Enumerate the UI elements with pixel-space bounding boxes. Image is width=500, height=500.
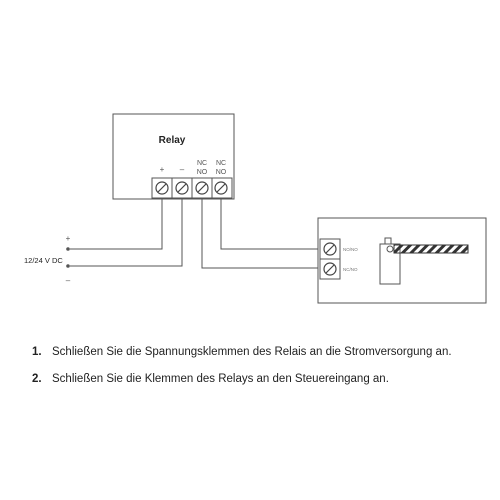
relay-terminal-screw-1 — [156, 182, 168, 194]
relay-terminal-1-label: + — [159, 165, 165, 174]
device-box — [318, 218, 486, 303]
wire-control-2 — [221, 198, 330, 249]
power-minus-terminal — [66, 264, 70, 268]
step-number: 1. — [32, 346, 42, 358]
step-text: Schließen Sie die Spannungsklemmen des Relais an die Stromversorgung an. — [52, 346, 452, 358]
step-number: 2. — [32, 373, 42, 385]
relay-title: Relay — [158, 135, 186, 146]
relay-terminal-2-label: – — [179, 165, 185, 174]
wire-minus — [70, 198, 182, 266]
power-plus-terminal — [66, 247, 70, 251]
relay-terminal-screw-2 — [176, 182, 188, 194]
device-terminal-screw-1 — [324, 243, 336, 255]
step-text: Schließen Sie die Klemmen des Relays an den Steuereingang an. — [52, 373, 389, 385]
power-minus-label: – — [65, 276, 71, 285]
power-voltage-label: 12/24 V DC — [24, 256, 63, 265]
instruction-step-1 — [32, 345, 492, 359]
relay-terminal-screw-4 — [215, 182, 227, 194]
device-terminal-1-label: NO/NO — [343, 247, 358, 252]
instruction-step-2 — [32, 372, 492, 386]
relay-terminal-4-label-bottom: NO — [215, 169, 227, 176]
device-terminal-screw-2 — [324, 263, 336, 275]
wire-plus — [70, 198, 162, 249]
relay-terminal-4-label-top: NC — [215, 160, 227, 167]
power-plus-label: + — [65, 234, 71, 243]
instruction-list — [32, 345, 492, 399]
device-terminal-2-label: NC/NO — [343, 267, 358, 272]
relay-terminal-screw-3 — [196, 182, 208, 194]
relay-terminal-3-label-top: NC — [196, 160, 208, 167]
relay-terminal-3-label-bottom: NO — [196, 169, 208, 176]
